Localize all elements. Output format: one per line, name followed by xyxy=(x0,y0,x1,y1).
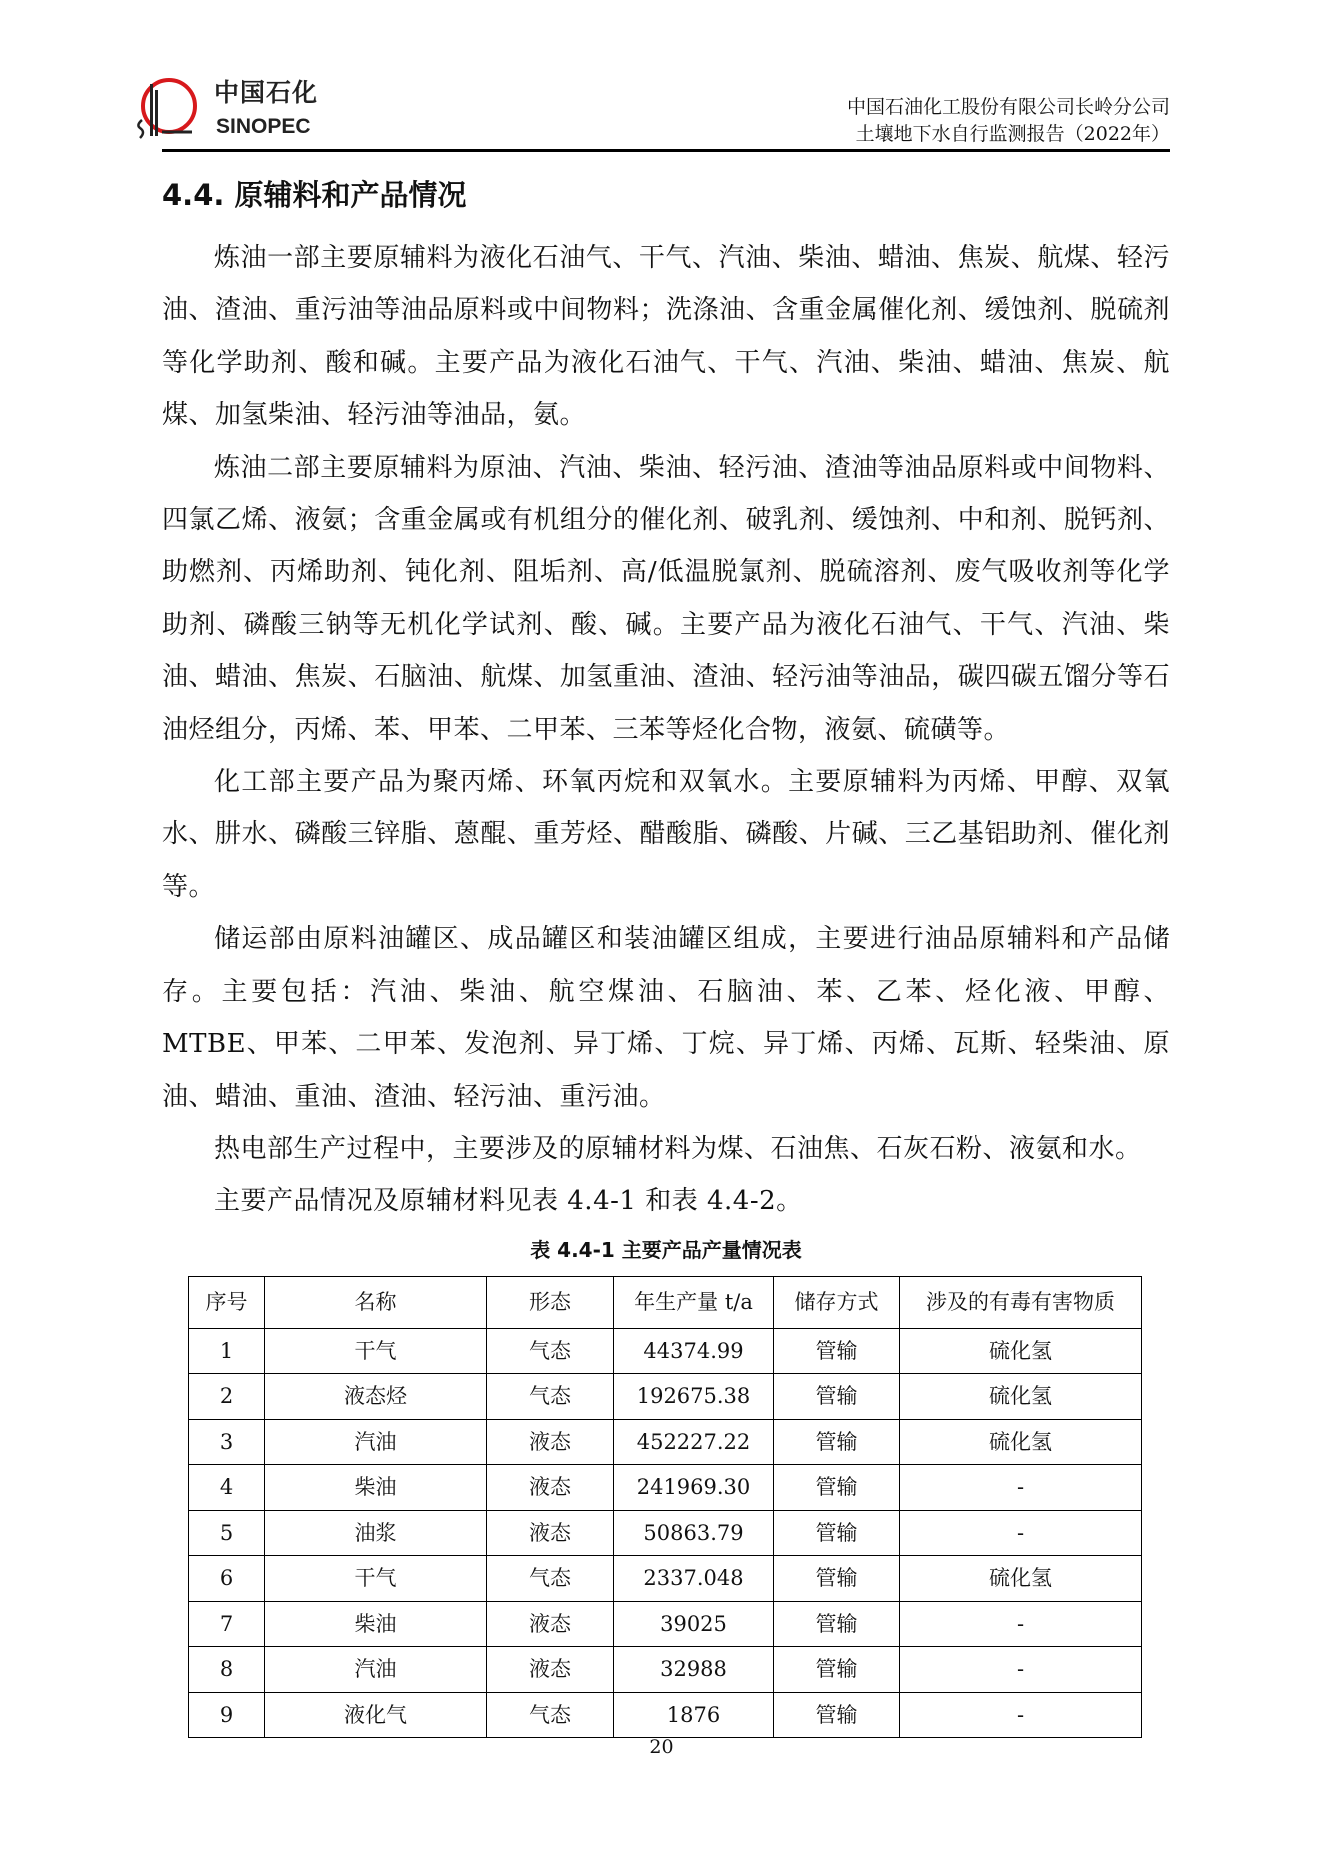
table-cell: 硫化氢 xyxy=(900,1328,1142,1374)
table-cell: 气态 xyxy=(487,1556,614,1602)
table-cell: 管输 xyxy=(774,1374,900,1420)
table-cell: 干气 xyxy=(265,1556,487,1602)
table-row xyxy=(189,1601,1142,1647)
table-cell: 2 xyxy=(189,1374,265,1420)
table-cell: 4 xyxy=(189,1465,265,1511)
running-header xyxy=(847,94,1170,148)
paragraph: 储运部由原料油罐区、成品罐区和装油罐区组成，主要进行油品原辅料和产品储存。主要包括：汽油、柴油、航空煤油、石脑油、苯、乙苯、烃化液、甲醇、MTBE、甲苯、二甲苯、发泡剂、异丁烯、丁烷、异丁烯、丙烯、瓦斯、轻柴油、原油、蜡油、重油、渣油、轻污油、重污油。 xyxy=(162,924,1170,1112)
table-cell: 1876 xyxy=(614,1692,774,1738)
table-cell: 44374.99 xyxy=(614,1328,774,1374)
column-header: 名称 xyxy=(265,1276,487,1328)
table-row xyxy=(189,1328,1142,1374)
column-header: 序号 xyxy=(189,1276,265,1328)
logo-english-text: SINOPEC xyxy=(216,115,311,138)
table-cell: 3 xyxy=(189,1419,265,1465)
table-cell: 气态 xyxy=(487,1692,614,1738)
sinopec-logo xyxy=(136,74,336,146)
table-cell: 汽油 xyxy=(265,1419,487,1465)
table-cell: 柴油 xyxy=(265,1601,487,1647)
column-header: 储存方式 xyxy=(774,1276,900,1328)
table-cell: 汽油 xyxy=(265,1647,487,1693)
column-header: 年生产量 t/a xyxy=(614,1276,774,1328)
paragraph: 炼油一部主要原辅料为液化石油气、干气、汽油、柴油、蜡油、焦炭、航煤、轻污油、渣油、重污油等油品原料或中间物料；洗涤油、含重金属催化剂、缓蚀剂、脱硫剂等化学助剂、酸和碱。主要产品为液化石油气、干气、汽油、柴油、蜡油、焦炭、航煤、加氢柴油、轻污油等油品，氨。 xyxy=(162,243,1170,431)
table-header-row xyxy=(189,1276,1142,1328)
table-row xyxy=(189,1510,1142,1556)
table-cell: - xyxy=(900,1465,1142,1511)
table-row xyxy=(189,1556,1142,1602)
table-cell: - xyxy=(900,1692,1142,1738)
report-title: 土壤地下水自行监测报告（2022年） xyxy=(855,123,1170,145)
table-cell: 1 xyxy=(189,1328,265,1374)
page-number: 20 xyxy=(649,1736,674,1758)
table-cell: 管输 xyxy=(774,1556,900,1602)
table-row xyxy=(189,1692,1142,1738)
table-cell: 管输 xyxy=(774,1419,900,1465)
header-divider xyxy=(162,149,1170,152)
table-cell: 5 xyxy=(189,1510,265,1556)
table-row xyxy=(189,1419,1142,1465)
table-cell: 9 xyxy=(189,1692,265,1738)
table-cell: 液态烃 xyxy=(265,1374,487,1420)
table-cell: 液态 xyxy=(487,1647,614,1693)
column-header: 涉及的有毒有害物质 xyxy=(900,1276,1142,1328)
table-cell: - xyxy=(900,1647,1142,1693)
paragraph: 热电部生产过程中，主要涉及的原辅材料为煤、石油焦、石灰石粉、液氨和水。 xyxy=(214,1133,1142,1164)
table-cell: 管输 xyxy=(774,1647,900,1693)
table-cell: 硫化氢 xyxy=(900,1374,1142,1420)
table-cell: 液态 xyxy=(487,1465,614,1511)
table-cell: 50863.79 xyxy=(614,1510,774,1556)
table-cell: 192675.38 xyxy=(614,1374,774,1420)
paragraph: 主要产品情况及原辅材料见表 4.4-1 和表 4.4-2。 xyxy=(214,1186,803,1217)
table-cell: 241969.30 xyxy=(614,1465,774,1511)
table-cell: 油浆 xyxy=(265,1510,487,1556)
table-cell: 管输 xyxy=(774,1510,900,1556)
table-cell: - xyxy=(900,1510,1142,1556)
table-cell: 32988 xyxy=(614,1647,774,1693)
table-cell: 管输 xyxy=(774,1465,900,1511)
paragraph: 炼油二部主要原辅料为原油、汽油、柴油、轻污油、渣油等油品原料或中间物料、四氯乙烯、液氨；含重金属或有机组分的催化剂、破乳剂、缓蚀剂、中和剂、脱钙剂、助燃剂、丙烯助剂、钝化剂、阻垢剂、高/低温脱氯剂、脱硫溶剂、废气吸收剂等化学助剂、磷酸三钠等无机化学试剂、酸、碱。主要产品为液化石油气、干气、汽油、柴油、蜡油、焦炭、石脑油、航煤、加氢重油、渣油、轻污油等油品，碳四碳五馏分等石油烃组分，丙烯、苯、甲苯、二甲苯、三苯等烃化合物，液氨、硫磺等。 xyxy=(162,452,1170,745)
company-name: 中国石油化工股份有限公司长岭分公司 xyxy=(846,96,1170,118)
section-title: 4.4. 原辅料和产品情况 xyxy=(162,178,467,212)
table-cell: 7 xyxy=(189,1601,265,1647)
table-cell: 柴油 xyxy=(265,1465,487,1511)
table-cell: 管输 xyxy=(774,1601,900,1647)
table-cell: 39025 xyxy=(614,1601,774,1647)
table-cell: 2337.048 xyxy=(614,1556,774,1602)
table-cell: 管输 xyxy=(774,1692,900,1738)
table-row xyxy=(189,1647,1142,1693)
logo-chinese-text: 中国石化 xyxy=(214,78,319,107)
table-cell: 6 xyxy=(189,1556,265,1602)
sinopec-emblem-icon xyxy=(136,76,198,142)
table-cell: 气态 xyxy=(487,1374,614,1420)
body-text xyxy=(162,232,1170,1228)
table-cell: 液化气 xyxy=(265,1692,487,1738)
table-cell: 硫化氢 xyxy=(900,1419,1142,1465)
table-row xyxy=(189,1465,1142,1511)
table-cell: 液态 xyxy=(487,1601,614,1647)
table-cell: 气态 xyxy=(487,1328,614,1374)
table-row xyxy=(189,1374,1142,1420)
paragraph: 化工部主要产品为聚丙烯、环氧丙烷和双氧水。主要原辅料为丙烯、甲醇、双氧水、肼水、磷酸三锌脂、蒽醌、重芳烃、醋酸脂、磷酸、片碱、三乙基铝助剂、催化剂等。 xyxy=(162,767,1170,902)
table-cell: 硫化氢 xyxy=(900,1556,1142,1602)
table-cell: 液态 xyxy=(487,1419,614,1465)
column-header: 形态 xyxy=(487,1276,614,1328)
table-cell: 452227.22 xyxy=(614,1419,774,1465)
table-caption: 表 4.4-1 主要产品产量情况表 xyxy=(530,1237,802,1262)
table-cell: 8 xyxy=(189,1647,265,1693)
main-content xyxy=(162,232,1170,1738)
table-cell: 干气 xyxy=(265,1328,487,1374)
product-output-table xyxy=(188,1276,1142,1739)
table-cell: 液态 xyxy=(487,1510,614,1556)
table-cell: - xyxy=(900,1601,1142,1647)
table-cell: 管输 xyxy=(774,1328,900,1374)
